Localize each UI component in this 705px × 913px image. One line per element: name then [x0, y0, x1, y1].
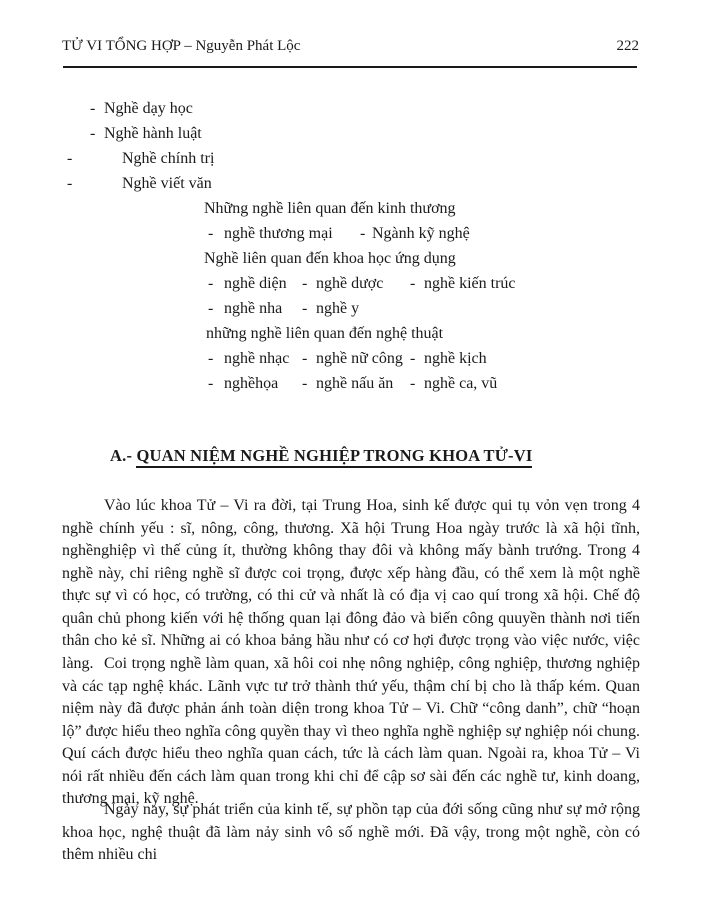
- occupation-label: nghề diện: [224, 275, 287, 292]
- list-line: [0, 375, 705, 400]
- occupation-label: nghề nha: [224, 300, 283, 317]
- occupation-label: Nghề chính trị: [122, 150, 215, 167]
- occupation-label: Nghề hành luật: [104, 125, 202, 142]
- list-line: [0, 275, 705, 300]
- category-label: những nghề liên quan đến nghệ thuật: [206, 325, 444, 342]
- list-dash: -: [410, 275, 416, 292]
- list-dash: -: [208, 375, 214, 392]
- occupation-label: nghềhọa: [224, 375, 279, 392]
- list-dash: -: [90, 100, 96, 117]
- list-dash: -: [90, 125, 96, 142]
- paragraph-2: Coi trọng nghề làm quan, xã hôi coi nhẹ nông nghiệp, công nghiệp, thương nghiệp và các tạp nghệ khác. Lãnh vực tư trở thành thứ yếu, thậm chí bị cho là thấp kém. Quan niệm này đã được phản ánh toàn diện trong khoa Tử – Vi. Chữ “công danh”, chữ “hoạn lộ” được hiểu theo nghĩa công quyền thay vì theo nghĩa nghề nghiệp sự nghiệp nói chung. Quí cách được hiểu theo nghĩa quan cách, tức là cách làm quan. Ngoài ra, khoa Tử – Vi nói rất nhiều đến cách làm quan trong khi chỉ để cập sơ sài đến các nghề tư, kinh doang, thương mại, kỹ nghệ.: [62, 655, 640, 807]
- occupation-label: nghề dược: [316, 275, 384, 292]
- list-dash: -: [67, 150, 73, 167]
- list-dash: -: [208, 300, 214, 317]
- occupation-label: Ngành kỹ nghệ: [372, 225, 470, 242]
- list-dash: -: [302, 350, 308, 367]
- list-dash: -: [410, 375, 416, 392]
- occupation-label: nghề kiến trúc: [424, 275, 516, 292]
- category-label: Những nghề liên quan đến kinh thương: [204, 200, 456, 217]
- header-rule: [63, 66, 637, 68]
- list-line: [0, 325, 705, 350]
- list-line: [0, 350, 705, 375]
- list-line: [0, 250, 705, 275]
- page-header: [62, 38, 639, 55]
- occupation-label: nghề thương mại: [224, 225, 333, 242]
- section-heading-prefix: A.-: [110, 446, 137, 465]
- occupation-label: nghề nhạc: [224, 350, 290, 367]
- list-line: [0, 100, 705, 125]
- list-line: [0, 200, 705, 225]
- list-dash: -: [208, 225, 214, 242]
- section-heading: [110, 446, 532, 466]
- occupation-label: nghề kịch: [424, 350, 487, 367]
- paragraph-1: Vào lúc khoa Tử – Vi ra đời, tại Trung Hoa, sinh kế được qui tụ vỏn vẹn trong 4 nghề chính yếu : sĩ, nông, công, thương. Xã hội Trung Hoa ngày trước là xã hội tĩnh, nghềnghiệp vì thế củng ít, thường không thay đôi và không mấy bành trướng. Trong 4 nghề này, chỉ riêng nghề sĩ được coi trọng, được xếp hàng đầu, có thể xem là một nghề thực sự vì có học, có trường, có thi cử và nhất là có địa vị cao quí trong xã hội. Chế độ quân chủ phong kiến với hệ thống quan lại đông đảo và biến công quuyền thành nơi tiến thân cho kẻ sĩ. Những ai có khoa bảng hầu như có cơ hợi được trọng vào việc nước, việc làng.: [62, 497, 640, 672]
- list-line: [0, 175, 705, 200]
- occupation-label: nghề ca, vũ: [424, 375, 498, 392]
- list-line: [0, 125, 705, 150]
- list-dash: -: [302, 275, 308, 292]
- occupation-label: Nghề viết văn: [122, 175, 212, 192]
- paragraph-3: Ngày nay, sự phát triển của kinh tế, sự phồn tạp của đới sống cũng như sự mở rộng khoa học, nghệ thuật đã làm nảy sinh vô số nghề mới. Đã vậy, trong một nghề, còn có thêm nhiều chi: [62, 801, 640, 863]
- list-line: [0, 300, 705, 325]
- list-dash: -: [208, 275, 214, 292]
- list-dash: -: [67, 175, 73, 192]
- list-dash: -: [208, 350, 214, 367]
- running-title: TỬ VI TỔNG HỢP – Nguyễn Phát Lộc: [62, 38, 301, 54]
- list-line: [0, 150, 705, 175]
- list-dash: -: [302, 300, 308, 317]
- occupation-label: nghề y: [316, 300, 360, 317]
- list-dash: -: [360, 225, 366, 242]
- category-label: Nghề liên quan đến khoa học ứng dụng: [204, 250, 456, 267]
- occupation-label: nghề nấu ăn: [316, 375, 394, 392]
- list-line: [0, 225, 705, 250]
- occupation-label: nghề nữ công: [316, 350, 403, 367]
- page-number: 222: [616, 38, 639, 54]
- list-dash: -: [302, 375, 308, 392]
- section-heading-title: QUAN NIỆM NGHỀ NGHIỆP TRONG KHOA TỬ-VI: [136, 446, 532, 468]
- list-dash: -: [410, 350, 416, 367]
- occupation-label: Nghề dạy học: [104, 100, 193, 117]
